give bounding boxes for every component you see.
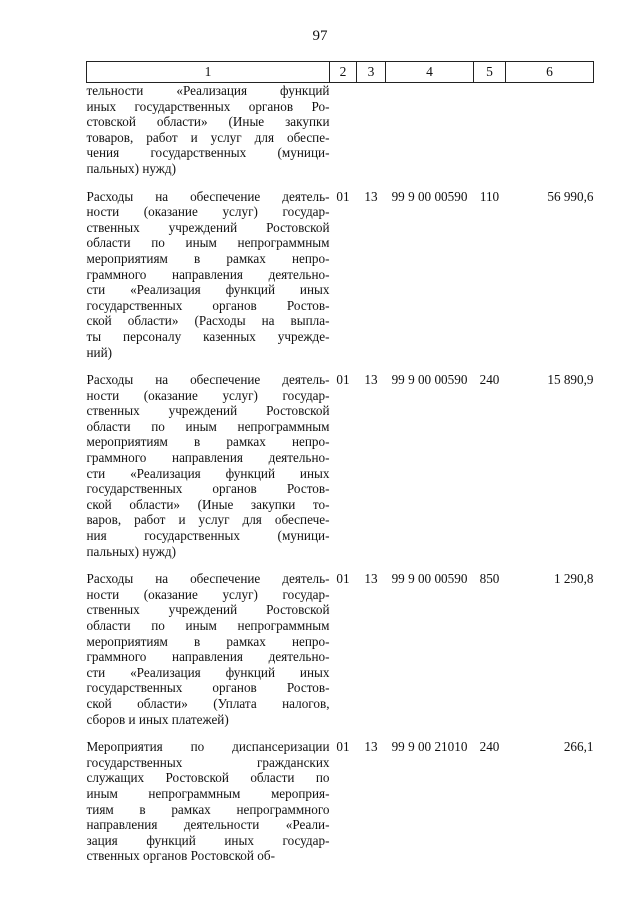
empty-cell [87, 727, 330, 739]
empty-cell [474, 559, 506, 571]
description-line: сборов и иных платежей) [86, 711, 229, 727]
table-row [87, 571, 594, 727]
empty-cell [330, 559, 357, 571]
description-line: мероприятиям в рамках непро- [86, 434, 330, 450]
description-line: варов, работ и услуг для обеспече- [86, 512, 330, 528]
column-header: 1 [87, 62, 330, 83]
description-line: мероприятиям в рамках непро- [86, 633, 330, 649]
target-article-cell: 99 9 00 00590 [391, 188, 468, 204]
description-line: граммного направления деятельно- [86, 649, 330, 665]
description-line: ственных учреждений Ростовской [86, 403, 330, 419]
section-code-cell: 01 [336, 739, 350, 755]
description-cell [87, 571, 330, 727]
description-line: ния государственных (муници- [86, 528, 330, 544]
description-line: тельности «Реализация функций [86, 83, 330, 98]
column-header: 2 [330, 62, 357, 83]
description-line: Мероприятия по диспансеризации [86, 739, 330, 755]
description-line: области по иным непрограммным [86, 418, 330, 434]
empty-cell [506, 83, 594, 177]
description-line: иным непрограммным мероприя- [86, 785, 330, 801]
expense-type-cell: 240 [479, 739, 500, 755]
amount-cell: 15 890,9 [547, 372, 594, 388]
description-line: ты персоналу казенных учрежде- [86, 328, 330, 344]
empty-cell [357, 360, 386, 372]
empty-cell [506, 177, 594, 189]
table-row [87, 739, 594, 864]
description-cell [87, 372, 330, 559]
empty-cell [386, 559, 474, 571]
subsection-code-cell: 13 [364, 571, 378, 587]
description-line: ской области» (Уплата налогов, [86, 695, 330, 711]
row-spacer [87, 177, 594, 189]
description-line: ственных учреждений Ростовской [86, 219, 330, 235]
empty-cell [386, 360, 474, 372]
table-row [87, 372, 594, 559]
expense-type-cell: 110 [479, 188, 500, 204]
amount-cell: 266,1 [563, 739, 594, 755]
description-cell [87, 189, 330, 361]
description-line: граммного направления деятельно- [86, 266, 330, 282]
description-line: области по иным непрограммным [86, 235, 330, 251]
empty-cell [357, 559, 386, 571]
description-line: зация функций иных государ- [86, 832, 330, 848]
empty-cell [330, 177, 357, 189]
description-line: пальных) нужд) [86, 160, 177, 176]
description-line: области по иным непрограммным [86, 618, 330, 633]
description-line: чения государственных (муници- [86, 145, 330, 161]
empty-cell [386, 177, 474, 189]
description-line: граммного направления деятельно- [86, 450, 330, 466]
description-line: направления деятельности «Реали- [86, 817, 330, 833]
description-line: сти «Реализация функций иных [86, 465, 330, 481]
row-spacer [87, 360, 594, 372]
description-line: Расходы на обеспечение деятель- [86, 188, 330, 204]
empty-cell [87, 360, 330, 372]
description-cell [87, 739, 330, 864]
description-line: иных государственных органов Ро- [86, 98, 330, 114]
row-spacer [87, 727, 594, 739]
column-header: 3 [357, 62, 386, 83]
subsection-code-cell: 13 [364, 372, 378, 388]
description-line: Расходы на обеспечение деятель- [86, 372, 330, 388]
expense-type-cell: 240 [479, 372, 500, 388]
empty-cell [87, 177, 330, 189]
description-line: стовской области» (Иные закупки [86, 114, 330, 130]
description-line: ской области» (Иные закупки то- [86, 496, 330, 512]
amount-cell: 1 290,8 [553, 571, 594, 587]
subsection-code-cell: 13 [364, 188, 378, 204]
empty-cell [386, 727, 474, 739]
column-header: 6 [506, 62, 594, 83]
page-number: 97 [312, 28, 328, 44]
empty-cell [474, 727, 506, 739]
table-row-continuation [87, 83, 594, 177]
description-line: ской области» (Расходы на выпла- [86, 313, 330, 329]
description-line: ности (оказание услуг) государ- [86, 387, 330, 403]
expense-type-cell: 850 [479, 571, 500, 587]
description-line: государственных гражданских [86, 754, 330, 770]
section-code-cell: 01 [336, 372, 350, 388]
description-line: государственных органов Ростов- [86, 481, 330, 497]
empty-cell [357, 727, 386, 739]
table-body [87, 83, 594, 864]
description-line: пальных) нужд) [86, 543, 177, 559]
description-line: ности (оказание услуг) государ- [86, 204, 330, 220]
table-header-row [87, 62, 594, 83]
empty-cell [474, 83, 506, 177]
description-line: тиям в рамках непрограммного [86, 801, 330, 817]
section-code-cell: 01 [336, 188, 350, 204]
description-line: служащих Ростовской области по [86, 770, 330, 786]
description-line: Расходы на обеспечение деятель- [86, 571, 330, 587]
target-article-cell: 99 9 00 00590 [391, 372, 468, 388]
column-header: 4 [386, 62, 474, 83]
row-spacer [87, 559, 594, 571]
empty-cell [330, 727, 357, 739]
description-line: государственных органов Ростов- [86, 297, 330, 313]
empty-cell [506, 559, 594, 571]
description-cell [87, 83, 330, 177]
subsection-code-cell: 13 [364, 739, 378, 755]
budget-table [86, 61, 594, 864]
table-row [87, 189, 594, 361]
empty-cell [474, 177, 506, 189]
description-line: государственных органов Ростов- [86, 680, 330, 696]
description-line: сти «Реализация функций иных [86, 282, 330, 298]
empty-cell [506, 360, 594, 372]
empty-cell [474, 360, 506, 372]
empty-cell [330, 83, 357, 177]
description-line: ности (оказание услуг) государ- [86, 586, 330, 602]
empty-cell [386, 83, 474, 177]
empty-cell [357, 83, 386, 177]
amount-cell: 56 990,6 [547, 188, 594, 204]
empty-cell [330, 360, 357, 372]
empty-cell [506, 727, 594, 739]
column-header: 5 [474, 62, 506, 83]
target-article-cell: 99 9 00 21010 [391, 739, 468, 755]
empty-cell [87, 559, 330, 571]
description-line: сти «Реализация функций иных [86, 664, 330, 680]
description-line: ственных учреждений Ростовской [86, 602, 330, 618]
description-line: ний) [86, 344, 113, 360]
section-code-cell: 01 [336, 571, 350, 587]
description-line: ственных органов Ростовской об- [86, 848, 275, 864]
description-line: мероприятиям в рамках непро- [86, 250, 330, 266]
description-line: товаров, работ и услуг для обеспе- [86, 129, 330, 145]
target-article-cell: 99 9 00 00590 [391, 571, 468, 587]
empty-cell [357, 177, 386, 189]
